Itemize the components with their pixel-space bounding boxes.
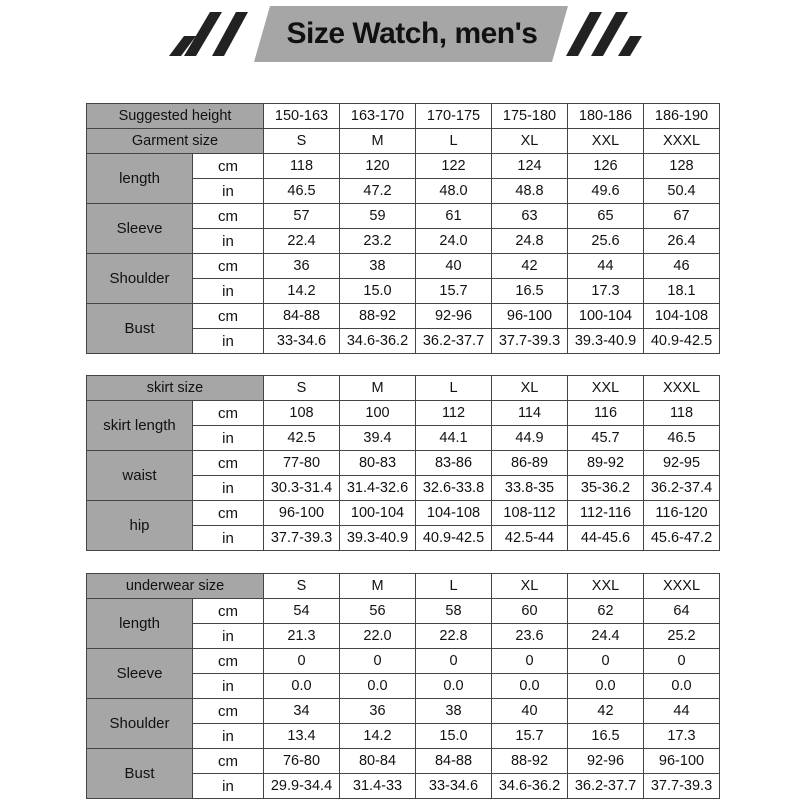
header-cell: 170-175 — [416, 104, 492, 129]
value-cell: 77-80 — [264, 451, 340, 476]
underwear-size-table — [86, 573, 720, 799]
value-cell: 0 — [568, 649, 644, 674]
value-cell: 42 — [492, 254, 568, 279]
value-cell: 114 — [492, 401, 568, 426]
value-cell: 16.5 — [568, 724, 644, 749]
value-cell: 118 — [264, 154, 340, 179]
header-cell: XXXL — [644, 574, 720, 599]
value-cell: 38 — [416, 699, 492, 724]
value-cell: 40.9-42.5 — [416, 526, 492, 551]
measure-label: waist — [87, 451, 193, 501]
header-cell: XXXL — [644, 376, 720, 401]
value-cell: 84-88 — [264, 304, 340, 329]
table-row — [87, 254, 720, 279]
measure-label: skirt length — [87, 401, 193, 451]
unit-cell: cm — [193, 204, 264, 229]
value-cell: 80-83 — [340, 451, 416, 476]
value-cell: 96-100 — [492, 304, 568, 329]
table-row — [87, 304, 720, 329]
table-row — [87, 154, 720, 179]
value-cell: 0 — [492, 649, 568, 674]
value-cell: 108 — [264, 401, 340, 426]
value-cell: 15.0 — [340, 279, 416, 304]
value-cell: 24.0 — [416, 229, 492, 254]
value-cell: 49.6 — [568, 179, 644, 204]
header-cell: 186-190 — [644, 104, 720, 129]
value-cell: 116-120 — [644, 501, 720, 526]
value-cell: 104-108 — [644, 304, 720, 329]
value-cell: 0.0 — [264, 674, 340, 699]
title-banner — [0, 0, 800, 70]
value-cell: 25.6 — [568, 229, 644, 254]
header-label: Garment size — [87, 129, 264, 154]
table-row — [87, 451, 720, 476]
unit-cell: in — [193, 624, 264, 649]
value-cell: 45.6-47.2 — [644, 526, 720, 551]
value-cell: 100 — [340, 401, 416, 426]
measure-label: Shoulder — [87, 254, 193, 304]
value-cell: 46.5 — [264, 179, 340, 204]
value-cell: 92-96 — [416, 304, 492, 329]
value-cell: 92-95 — [644, 451, 720, 476]
value-cell: 44 — [568, 254, 644, 279]
value-cell: 13.4 — [264, 724, 340, 749]
value-cell: 46.5 — [644, 426, 720, 451]
value-cell: 42.5-44 — [492, 526, 568, 551]
value-cell: 64 — [644, 599, 720, 624]
value-cell: 39.3-40.9 — [568, 329, 644, 354]
value-cell: 30.3-31.4 — [264, 476, 340, 501]
value-cell: 116 — [568, 401, 644, 426]
value-cell: 36.2-37.7 — [568, 774, 644, 799]
value-cell: 84-88 — [416, 749, 492, 774]
value-cell: 88-92 — [492, 749, 568, 774]
value-cell: 100-104 — [568, 304, 644, 329]
value-cell: 14.2 — [340, 724, 416, 749]
unit-cell: in — [193, 674, 264, 699]
value-cell: 23.2 — [340, 229, 416, 254]
value-cell: 80-84 — [340, 749, 416, 774]
value-cell: 34.6-36.2 — [340, 329, 416, 354]
header-label: underwear size — [87, 574, 264, 599]
measure-label: length — [87, 154, 193, 204]
header-cell: L — [416, 129, 492, 154]
header-cell: M — [340, 574, 416, 599]
value-cell: 89-92 — [568, 451, 644, 476]
header-cell: XXL — [568, 129, 644, 154]
header-label: skirt size — [87, 376, 264, 401]
header-cell: XL — [492, 574, 568, 599]
unit-cell: in — [193, 724, 264, 749]
value-cell: 14.2 — [264, 279, 340, 304]
value-cell: 26.4 — [644, 229, 720, 254]
header-row — [87, 104, 720, 129]
value-cell: 17.3 — [568, 279, 644, 304]
table-row — [87, 204, 720, 229]
value-cell: 47.2 — [340, 179, 416, 204]
value-cell: 63 — [492, 204, 568, 229]
value-cell: 76-80 — [264, 749, 340, 774]
unit-cell: cm — [193, 451, 264, 476]
unit-cell: cm — [193, 154, 264, 179]
value-cell: 0 — [644, 649, 720, 674]
value-cell: 36.2-37.7 — [416, 329, 492, 354]
header-cell: S — [264, 376, 340, 401]
measure-label: hip — [87, 501, 193, 551]
value-cell: 83-86 — [416, 451, 492, 476]
header-cell: 180-186 — [568, 104, 644, 129]
value-cell: 23.6 — [492, 624, 568, 649]
value-cell: 120 — [340, 154, 416, 179]
tops-size-table — [86, 103, 720, 354]
value-cell: 22.8 — [416, 624, 492, 649]
unit-cell: cm — [193, 304, 264, 329]
value-cell: 24.4 — [568, 624, 644, 649]
value-cell: 108-112 — [492, 501, 568, 526]
value-cell: 124 — [492, 154, 568, 179]
header-cell: L — [416, 574, 492, 599]
header-cell: S — [264, 129, 340, 154]
value-cell: 42 — [568, 699, 644, 724]
value-cell: 44-45.6 — [568, 526, 644, 551]
header-cell: XXL — [568, 376, 644, 401]
unit-cell: in — [193, 179, 264, 204]
value-cell: 37.7-39.3 — [644, 774, 720, 799]
value-cell: 67 — [644, 204, 720, 229]
value-cell: 0.0 — [568, 674, 644, 699]
value-cell: 29.9-34.4 — [264, 774, 340, 799]
value-cell: 16.5 — [492, 279, 568, 304]
measure-label: length — [87, 599, 193, 649]
value-cell: 45.7 — [568, 426, 644, 451]
header-cell: 163-170 — [340, 104, 416, 129]
unit-cell: cm — [193, 649, 264, 674]
value-cell: 50.4 — [644, 179, 720, 204]
value-cell: 44.1 — [416, 426, 492, 451]
value-cell: 40 — [416, 254, 492, 279]
header-cell: XL — [492, 129, 568, 154]
value-cell: 39.3-40.9 — [340, 526, 416, 551]
value-cell: 96-100 — [644, 749, 720, 774]
value-cell: 37.7-39.3 — [492, 329, 568, 354]
table-row — [87, 749, 720, 774]
value-cell: 86-89 — [492, 451, 568, 476]
measure-label: Bust — [87, 749, 193, 799]
value-cell: 48.8 — [492, 179, 568, 204]
value-cell: 35-36.2 — [568, 476, 644, 501]
value-cell: 34 — [264, 699, 340, 724]
measure-label: Sleeve — [87, 204, 193, 254]
value-cell: 36 — [340, 699, 416, 724]
header-cell: XXXL — [644, 129, 720, 154]
value-cell: 36.2-37.4 — [644, 476, 720, 501]
unit-cell: in — [193, 229, 264, 254]
value-cell: 126 — [568, 154, 644, 179]
value-cell: 57 — [264, 204, 340, 229]
value-cell: 31.4-33 — [340, 774, 416, 799]
unit-cell: cm — [193, 501, 264, 526]
value-cell: 0.0 — [492, 674, 568, 699]
value-cell: 112-116 — [568, 501, 644, 526]
value-cell: 37.7-39.3 — [264, 526, 340, 551]
value-cell: 17.3 — [644, 724, 720, 749]
value-cell: 44 — [644, 699, 720, 724]
value-cell: 31.4-32.6 — [340, 476, 416, 501]
value-cell: 38 — [340, 254, 416, 279]
value-cell: 88-92 — [340, 304, 416, 329]
value-cell: 40 — [492, 699, 568, 724]
header-cell: 150-163 — [264, 104, 340, 129]
unit-cell: cm — [193, 599, 264, 624]
measure-label: Shoulder — [87, 699, 193, 749]
unit-cell: in — [193, 526, 264, 551]
value-cell: 33.8-35 — [492, 476, 568, 501]
value-cell: 54 — [264, 599, 340, 624]
header-cell: XL — [492, 376, 568, 401]
value-cell: 33-34.6 — [264, 329, 340, 354]
value-cell: 33-34.6 — [416, 774, 492, 799]
value-cell: 118 — [644, 401, 720, 426]
value-cell: 40.9-42.5 — [644, 329, 720, 354]
value-cell: 46 — [644, 254, 720, 279]
unit-cell: in — [193, 279, 264, 304]
header-label: Suggested height — [87, 104, 264, 129]
unit-cell: cm — [193, 401, 264, 426]
value-cell: 62 — [568, 599, 644, 624]
measure-label: Sleeve — [87, 649, 193, 699]
value-cell: 44.9 — [492, 426, 568, 451]
value-cell: 0 — [264, 649, 340, 674]
value-cell: 36 — [264, 254, 340, 279]
value-cell: 0.0 — [340, 674, 416, 699]
value-cell: 32.6-33.8 — [416, 476, 492, 501]
value-cell: 104-108 — [416, 501, 492, 526]
value-cell: 24.8 — [492, 229, 568, 254]
value-cell: 39.4 — [340, 426, 416, 451]
table-row — [87, 401, 720, 426]
header-cell: XXL — [568, 574, 644, 599]
value-cell: 34.6-36.2 — [492, 774, 568, 799]
unit-cell: cm — [193, 749, 264, 774]
table-row — [87, 649, 720, 674]
value-cell: 18.1 — [644, 279, 720, 304]
value-cell: 22.4 — [264, 229, 340, 254]
value-cell: 0 — [340, 649, 416, 674]
header-cell: 175-180 — [492, 104, 568, 129]
value-cell: 15.7 — [492, 724, 568, 749]
value-cell: 0 — [416, 649, 492, 674]
header-row — [87, 574, 720, 599]
value-cell: 48.0 — [416, 179, 492, 204]
measure-label: Bust — [87, 304, 193, 354]
value-cell: 56 — [340, 599, 416, 624]
value-cell: 15.0 — [416, 724, 492, 749]
value-cell: 0.0 — [416, 674, 492, 699]
value-cell: 58 — [416, 599, 492, 624]
unit-cell: in — [193, 426, 264, 451]
table-row — [87, 599, 720, 624]
table-row — [87, 501, 720, 526]
value-cell: 112 — [416, 401, 492, 426]
unit-cell: cm — [193, 699, 264, 724]
value-cell: 128 — [644, 154, 720, 179]
value-cell: 25.2 — [644, 624, 720, 649]
unit-cell: in — [193, 476, 264, 501]
skirt-size-table — [86, 375, 720, 551]
header-row — [87, 376, 720, 401]
value-cell: 15.7 — [416, 279, 492, 304]
value-cell: 0.0 — [644, 674, 720, 699]
value-cell: 122 — [416, 154, 492, 179]
unit-cell: in — [193, 329, 264, 354]
header-cell: L — [416, 376, 492, 401]
value-cell: 65 — [568, 204, 644, 229]
unit-cell: in — [193, 774, 264, 799]
value-cell: 92-96 — [568, 749, 644, 774]
header-cell: M — [340, 376, 416, 401]
page-title: Size Watch, men's — [286, 17, 538, 50]
right-stripe-3 — [618, 36, 642, 56]
value-cell: 42.5 — [264, 426, 340, 451]
value-cell: 22.0 — [340, 624, 416, 649]
unit-cell: cm — [193, 254, 264, 279]
value-cell: 100-104 — [340, 501, 416, 526]
table-row — [87, 699, 720, 724]
header-cell: S — [264, 574, 340, 599]
header-cell: M — [340, 129, 416, 154]
value-cell: 59 — [340, 204, 416, 229]
value-cell: 96-100 — [264, 501, 340, 526]
header-row — [87, 129, 720, 154]
value-cell: 60 — [492, 599, 568, 624]
value-cell: 21.3 — [264, 624, 340, 649]
value-cell: 61 — [416, 204, 492, 229]
